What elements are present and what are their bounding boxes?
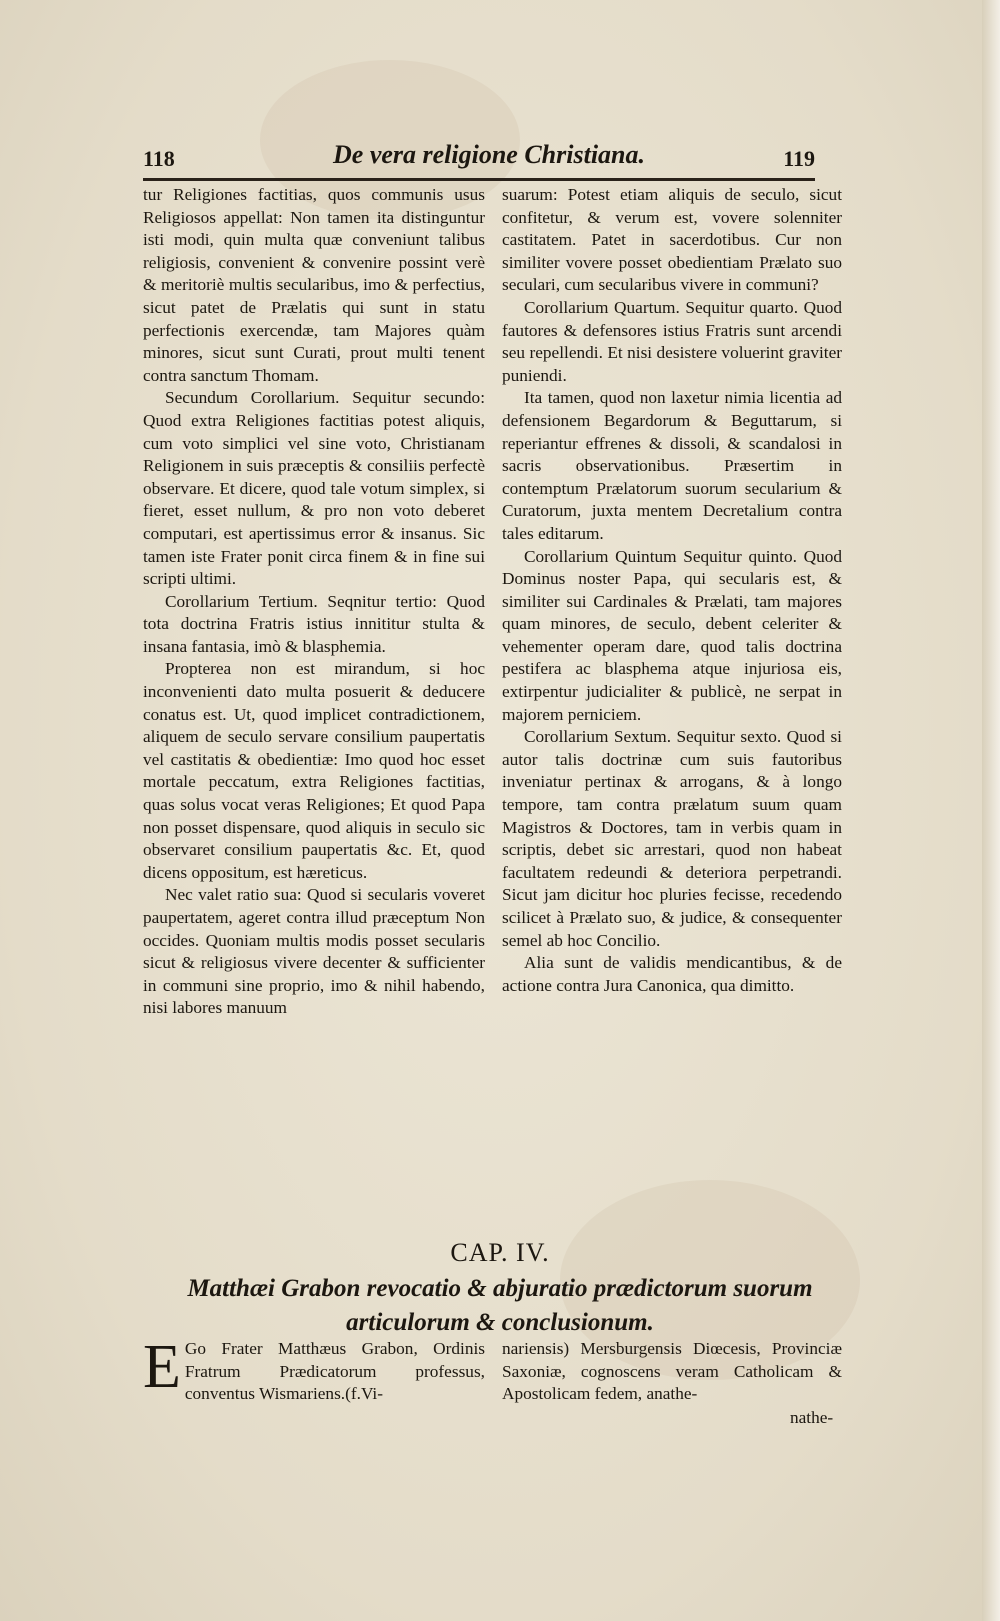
opening-right [502,1338,842,1406]
running-header [143,140,815,176]
catchword: nathe- [790,1408,834,1427]
paragraph: tur Religiones factitias, quos communis usus Religiosos appellat: Non tamen ita distinguntur isti modi, quin multa quæ conveniunt talibus religiosis, convenient & convenire possint verè & meritoriè multis secularibus, imo & perfectius, sicut patet de Prælatis qui sunt in statu perfectionis exercendæ, tam Majores quàm minores, sicut sunt Curati, prout multi tenent contra sanctum Thomam. [143,185,485,385]
opening-text-left: Go Frater Matthæus Grabon, Ordinis Fratrum Prædicatorum professus, conventus Wismariens.(f.Vi- [184,1339,485,1404]
opening-left [143,1333,485,1406]
page-number-right: 119 [783,146,815,171]
drop-cap: E [143,1333,181,1401]
running-title: De vera religione Christiana. [333,140,646,169]
chapter-title: Matthæi Grabon revocatio & abjuratio prædictorum suorum articulorum & conclusionum. [187,1275,813,1336]
page-edge [982,0,1000,1621]
right-column [502,184,842,1194]
paragraph: Corollarium Quartum. Sequitur quarto. Quod fautores & defensores istius Fratris sunt arcendi seu repellendi. Et nisi desistere voluerint graviter puniendi. [502,297,842,385]
paragraph: Nec valet ratio sua: Quod si secularis voveret paupertatem, ageret contra illud præceptum Non occides. Quoniam multis modis posset secularis sicut & religiosus vivere decenter & sufficienter in communi sine proprio, imo & nihil habendo, nisi labores manuum [143,885,485,1018]
paragraph: Corollarium Quintum Sequitur quinto. Quod Dominus noster Papa, qui secularis est, & similiter sui Cardinales & Prælati, tam majores quam minores, de seculo, debent celeriter & vehementer operam dare, quod talis doctrina pestifera ac blasphema atque injuriosa eis, extirpentur judicialiter & publicè, ne serpat in majorem perniciem. [502,546,842,724]
paragraph: Corollarium Sextum. Sequitur sexto. Quod si autor talis doctrinæ cum suis fautoribus inveniatur pertinax & arrogans, & à longo tempore, tam contra prælatum suum quam Magistros & Doctores, tam in verbis quam in scriptis, debet sic arrestari, quod non habeat facultatem redeundi & deteriora perpetrandi. Sicut jam dicitur hoc pluries fecisse, recedendo scilicet à Prælato suo, & judice, & consequenter semel ab hoc Concilio. [502,727,842,950]
opening-text-right: nariensis) Mersburgensis Diœcesis, Provinciæ Saxoniæ, cognoscens veram Catholicam & Apostolicam fedem, anathe- [502,1339,842,1404]
page-number-left: 118 [143,146,175,171]
paragraph: suarum: Potest etiam aliquis de seculo, sicut confitetur, & verum est, vovere solenniter castitatem. Patet in sacerdotibus. Cur non similiter vovere posset obedientiam Prælato suo seculari, cum secularibus vivere in communi? [502,185,842,295]
paragraph: Propterea non est mirandum, si hoc inconvenienti dato multa posuerit & deducere conatus est. Ut, quod implicet contradictionem, aliquem de seculo servare consilium paupertatis vel castitatis & obedientiæ: Imo quod hoc esset mortale peccatum, extra Religiones factitias, quas solus vocat veras Religiones; Et quod Papa non posset dispensare, quod aliquis in seculo sic observaret consilium paupertatis &c. Et, quod dicens oppositum, est hæreticus. [143,659,485,882]
paragraph: Alia sunt de validis mendicantibus, & de actione contra Jura Canonica, qua dimitto. [502,953,842,995]
paragraph: Ita tamen, quod non laxetur nimia licentia ad defensionem Begardorum & Beguttarum, si reperiantur effrenes & dissoli, & scandalosi in sacris observationibus. Præsertim in contemptum Prælatorum suorum secularium & Curatorum, juxta mentem Decretalium contra tales editarum. [502,388,842,543]
paragraph: Corollarium Tertium. Seqnitur tertio: Quod tota doctrina Fratris istius innititur stulta & insana fantasia, imò & blasphemia. [143,591,485,656]
chapter-label: CAP. IV. [450,1238,550,1267]
paragraph: Secundum Corollarium. Sequitur secundo: Quod extra Religiones factitias potest aliquis, cum voto simplici vel sine voto, Christianam Religionem in suis præceptis & consiliis perfectè observare. Et dicere, quod tale votum simplex, si fieret, esset nullum, & pro non voto deberet computari, est apertissimus error & insanus. Sic tamen iste Frater ponit circa finem & in fine sui scripti ultimi. [143,388,485,589]
header-rule [143,178,815,181]
left-column [143,184,485,1214]
